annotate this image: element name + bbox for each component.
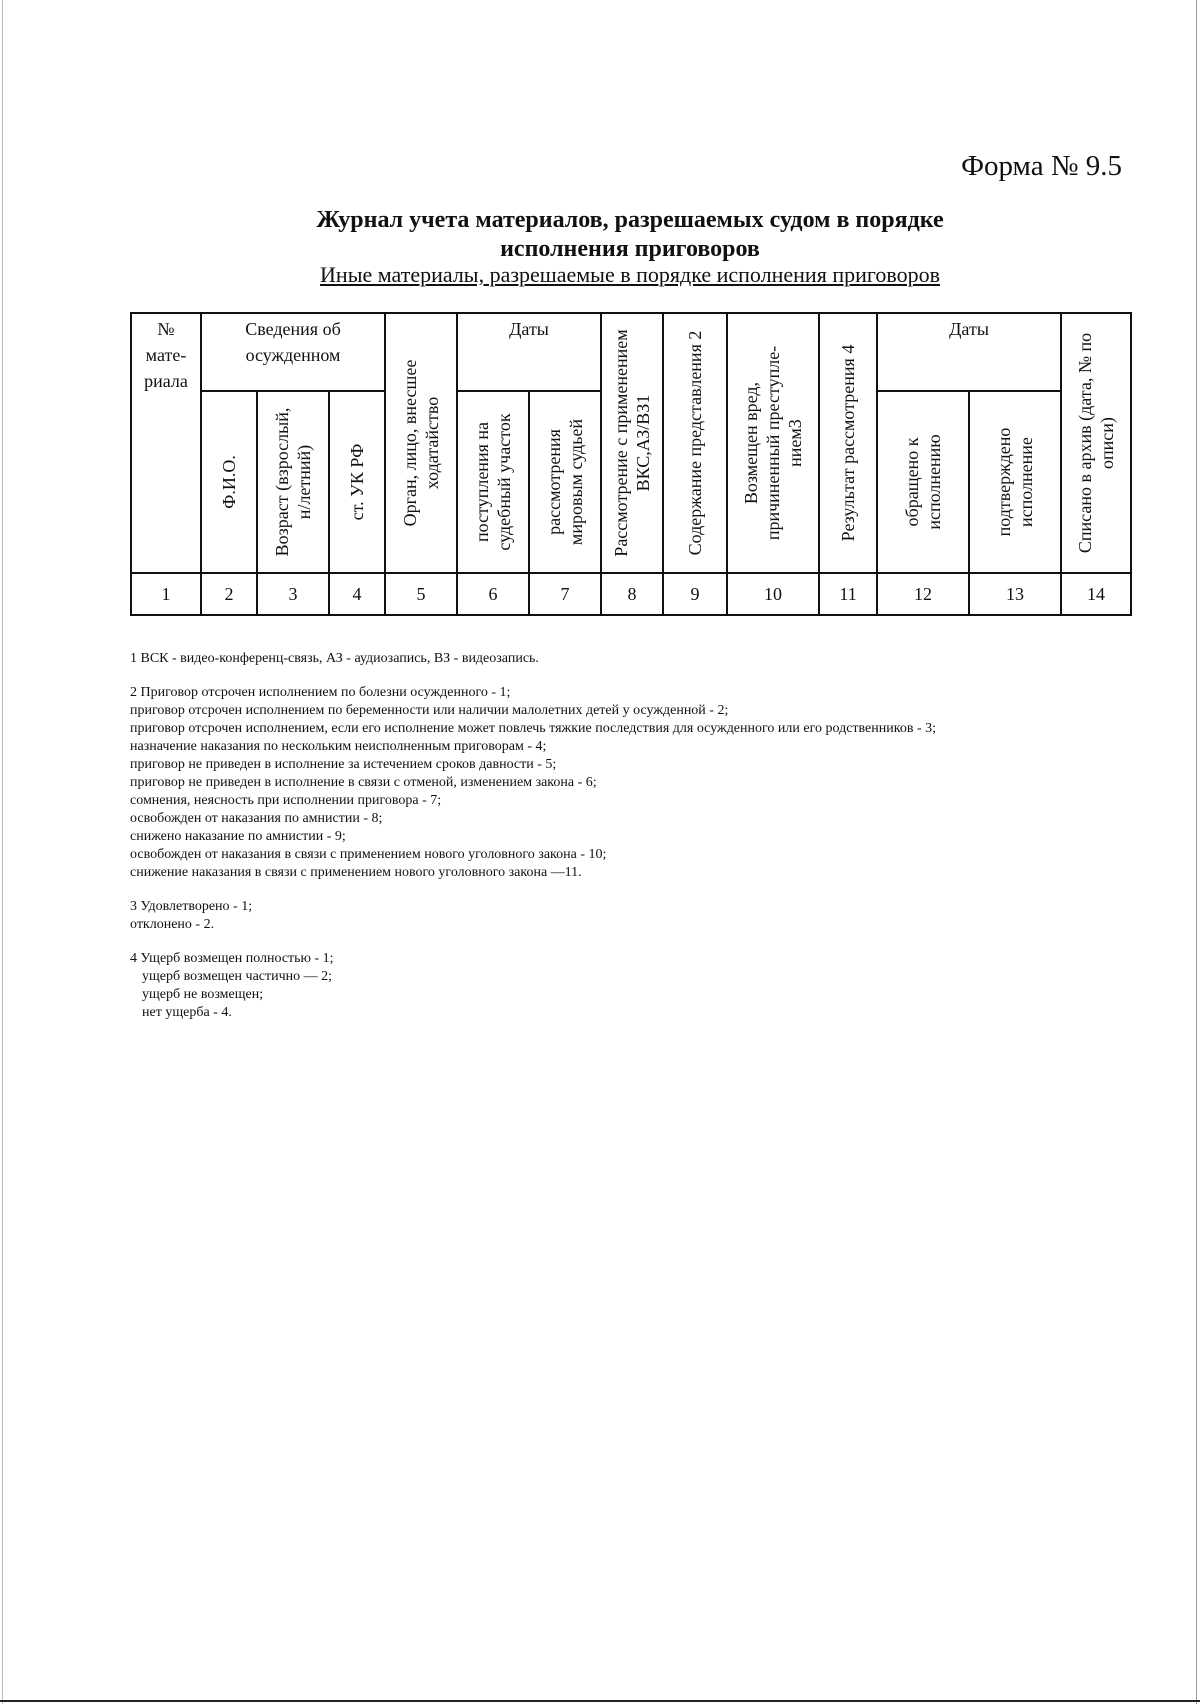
column-number: 2 — [201, 573, 257, 615]
footnote-line: освобожден от наказания в связи с применением нового уголовного закона - 10; — [130, 847, 607, 862]
page-edge-right — [1196, 0, 1197, 1704]
header-received: поступления на судебный участок — [457, 391, 529, 573]
form-number: Форма № 9.5 — [961, 150, 1122, 182]
header-row-top — [131, 313, 1131, 391]
header-result: Результат рассмотрения 4 — [819, 313, 877, 573]
title-line-2: исполнения приговоров — [500, 236, 760, 262]
column-number: 10 — [727, 573, 819, 615]
header-archive: Списано в архив (дата, № по описи) — [1061, 313, 1131, 573]
footnote-line: снижено наказание по амнистии - 9; — [130, 829, 346, 844]
header-dates-1: Даты — [457, 313, 601, 391]
header-organ: Орган, лицо, внесшее ходатайство — [385, 313, 457, 573]
journal-title — [130, 206, 1130, 264]
footnote-line: приговор не приведен в исполнение за истечением сроков давности - 5; — [130, 757, 557, 772]
footnote-2 — [130, 684, 1110, 882]
page-edge-bottom — [0, 1700, 1200, 1702]
column-number: 7 — [529, 573, 601, 615]
footnote-line: 2 Приговор отсрочен исполнением по болезни осужденного - 1; — [130, 685, 511, 700]
footnote-line: приговор не приведен в исполнение в связи с отменой, изменением закона - 6; — [130, 775, 597, 790]
column-number: 11 — [819, 573, 877, 615]
header-harm: Возмещен вред, причиненный преступле- нием3 — [727, 313, 819, 573]
header-dates-2: Даты — [877, 313, 1061, 391]
header-content: Содержание представления 2 — [663, 313, 727, 573]
header-material-number: № мате-риала — [131, 313, 201, 573]
footnote-line: 3 Удовлетворено - 1; — [130, 899, 253, 914]
footnote-line: приговор отсрочен исполнением, если его исполнение может повлечь тяжкие последствия для осужденного или его родственников - 3; — [130, 721, 937, 736]
column-number: 8 — [601, 573, 663, 615]
footnote-4 — [130, 950, 1110, 1022]
footnote-1: 1 ВСК - видео-конференц-связь, АЗ - аудиозапись, ВЗ - видеозапись. — [130, 651, 539, 666]
column-number: 1 — [131, 573, 201, 615]
column-number: 6 — [457, 573, 529, 615]
header-convict-info: Сведения об осужденном — [201, 313, 385, 391]
column-number: 9 — [663, 573, 727, 615]
footnote-line: сомнения, неясность при исполнении приговора - 7; — [130, 793, 442, 808]
header-age: Возраст (взрослый, н/летний) — [257, 391, 329, 573]
footnote-line: освобожден от наказания по амнистии - 8; — [130, 811, 383, 826]
column-number: 13 — [969, 573, 1061, 615]
column-number: 4 — [329, 573, 385, 615]
journal-subtitle: Иные материалы, разрешаемые в порядке исполнения приговоров — [320, 262, 940, 287]
title-line-1: Журнал учета материалов, разрешаемых судом в порядке — [316, 207, 944, 233]
footnote-line: ущерб возмещен частично — 2; — [142, 969, 333, 984]
header-article: ст. УК РФ — [329, 391, 385, 573]
footnote-line: ущерб не возмещен; — [142, 987, 264, 1002]
header-vks: Рассмотрение с применением ВКС,АЗ/ВЗ1 — [601, 313, 663, 573]
page-edge-left — [2, 0, 3, 1704]
footnote-line: 4 Ущерб возмещен полностью - 1; — [130, 951, 334, 966]
column-number: 14 — [1061, 573, 1131, 615]
column-number: 5 — [385, 573, 457, 615]
column-number: 12 — [877, 573, 969, 615]
footnote-line: отклонено - 2. — [130, 917, 215, 932]
footnote-line: снижение наказания в связи с применением нового уголовного закона —11. — [130, 865, 582, 880]
header-confirmed: подтверждено исполнение — [969, 391, 1061, 573]
footnote-3 — [130, 898, 1110, 934]
footnote-line: назначение наказания по нескольким неисполненным приговорам - 4; — [130, 739, 547, 754]
footnote-line: приговор отсрочен исполнением по беременности или наличии малолетних детей у осужденной - 2; — [130, 703, 729, 718]
footnotes — [130, 650, 1110, 1022]
header-fio: Ф.И.О. — [201, 391, 257, 573]
column-number: 3 — [257, 573, 329, 615]
header-review: рассмотрения мировым судьей — [529, 391, 601, 573]
footnote-line: нет ущерба - 4. — [142, 1005, 232, 1020]
column-number-row — [131, 573, 1131, 615]
journal-table — [130, 312, 1132, 616]
header-applied: обращено к исполнению — [877, 391, 969, 573]
